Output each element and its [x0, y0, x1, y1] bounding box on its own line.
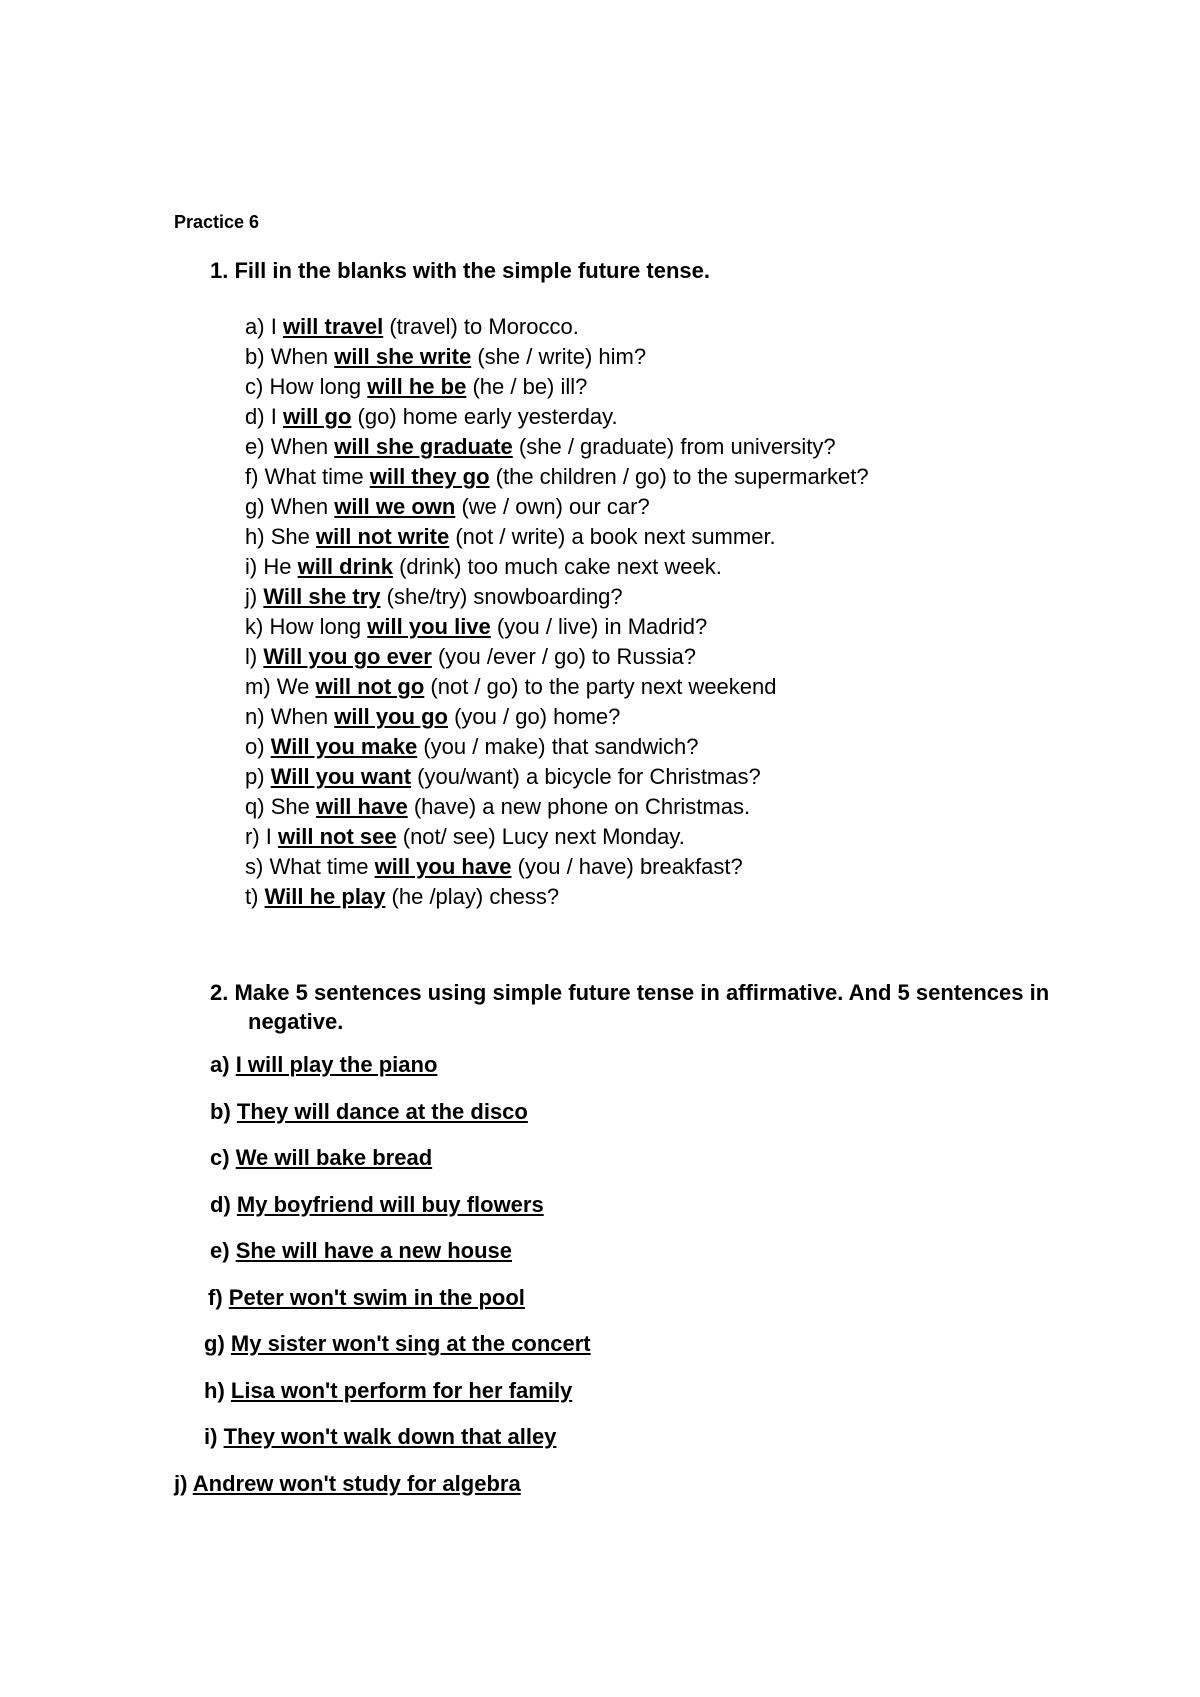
sentence-item	[204, 1331, 591, 1357]
item-suffix: (you / make) that sandwich?	[423, 734, 699, 759]
item-letter: o)	[245, 734, 265, 759]
exercise-item	[245, 494, 869, 524]
sentence-item	[204, 1378, 572, 1404]
item-letter: h)	[245, 524, 265, 549]
exercise-item	[245, 554, 869, 584]
item-letter: l)	[245, 644, 258, 669]
exercise-item	[245, 614, 869, 644]
exercise-item	[245, 524, 869, 554]
item-prefix: When	[270, 704, 329, 729]
sentence-letter: h)	[204, 1377, 225, 1403]
item-prefix: What time	[269, 854, 369, 879]
exercise-item	[245, 344, 869, 374]
item-answer: will you have	[374, 854, 512, 879]
item-suffix: (you / live) in Madrid?	[496, 614, 708, 639]
item-prefix: I	[270, 314, 277, 339]
sentence-text: They will dance at the disco	[236, 1098, 528, 1124]
sentence-letter: c)	[210, 1145, 230, 1170]
sentence-text: Andrew won't study for algebra	[192, 1470, 521, 1496]
exercise-item	[245, 644, 869, 674]
item-answer: will go	[282, 404, 352, 429]
item-suffix: (you /ever / go) to Russia?	[437, 644, 696, 669]
section2-heading: 2. Make 5 sentences using simple future tense in affirmative. And 5 sentences in negative.	[210, 980, 1050, 1034]
sentence-letter: a)	[210, 1052, 230, 1077]
item-letter: j)	[245, 584, 258, 609]
item-prefix: How long	[269, 374, 362, 399]
item-letter: k)	[245, 614, 264, 639]
exercise-item	[245, 314, 869, 344]
item-suffix: (we / own) our car?	[461, 494, 650, 519]
exercise-item	[245, 884, 869, 914]
item-suffix: (travel) to Morocco.	[389, 314, 579, 339]
item-answer: will travel	[282, 314, 384, 339]
item-letter: m)	[245, 674, 271, 699]
sentence-item	[210, 1238, 512, 1264]
item-suffix: (the children / go) to the supermarket?	[495, 464, 869, 489]
item-prefix: I	[270, 404, 277, 429]
item-prefix: She	[270, 524, 310, 549]
item-answer: will she graduate	[334, 434, 513, 459]
item-letter: r)	[245, 824, 260, 849]
item-letter: d)	[245, 404, 265, 429]
item-answer: will we own	[334, 494, 456, 519]
exercise-item	[245, 434, 869, 464]
section1-heading: 1. Fill in the blanks with the simple future tense.	[210, 258, 710, 283]
exercise-item	[245, 464, 869, 494]
item-letter: a)	[245, 314, 265, 339]
item-prefix: When	[270, 434, 329, 459]
item-suffix: (he / be) ill?	[472, 374, 588, 399]
item-answer: Will you want	[270, 764, 412, 789]
item-suffix: (she / graduate) from university?	[518, 434, 836, 459]
sentence-letter: i)	[204, 1424, 218, 1449]
item-suffix: (not/ see) Lucy next Monday.	[402, 824, 685, 849]
item-answer: will he be	[367, 374, 467, 399]
item-prefix: How long	[269, 614, 362, 639]
item-answer: Will you go ever	[263, 644, 432, 669]
item-letter: s)	[245, 854, 264, 879]
sentence-item	[210, 1052, 437, 1078]
sentence-text: Lisa won't perform for her family	[230, 1377, 573, 1403]
sentence-text: My boyfriend will buy flowers	[236, 1191, 544, 1217]
item-suffix: (drink) too much cake next week.	[399, 554, 722, 579]
item-letter: g)	[245, 494, 265, 519]
item-suffix: (she / write) him?	[477, 344, 647, 369]
item-answer: Will he play	[264, 884, 386, 909]
item-suffix: (not / go) to the party next weekend	[430, 674, 777, 699]
item-letter: i)	[245, 554, 258, 579]
item-suffix: (he /play) chess?	[391, 884, 560, 909]
item-prefix: When	[270, 344, 329, 369]
item-answer: will not go	[315, 674, 425, 699]
item-prefix: She	[270, 794, 310, 819]
sentence-letter: e)	[210, 1238, 230, 1263]
exercise-item	[245, 404, 869, 434]
item-answer: Will you make	[270, 734, 418, 759]
exercise-item	[245, 734, 869, 764]
sentence-item	[174, 1471, 521, 1497]
fill-in-list	[245, 314, 869, 914]
item-answer: Will she try	[263, 584, 381, 609]
sentence-item	[204, 1424, 556, 1450]
sentence-item	[210, 1145, 432, 1171]
sentence-letter: b)	[210, 1098, 231, 1124]
sentence-text: She will have a new house	[235, 1238, 512, 1263]
exercise-item	[245, 674, 869, 704]
item-answer: will have	[315, 794, 408, 819]
sentence-letter: j)	[174, 1470, 188, 1496]
item-answer: will you live	[367, 614, 491, 639]
item-letter: c)	[245, 374, 264, 399]
exercise-item	[245, 374, 869, 404]
item-prefix: I	[265, 824, 272, 849]
item-suffix: (you / go) home?	[454, 704, 621, 729]
exercise-item	[245, 794, 869, 824]
item-letter: t)	[245, 884, 259, 909]
item-suffix: (have) a new phone on Christmas.	[413, 794, 751, 819]
item-answer: will they go	[369, 464, 490, 489]
item-letter: n)	[245, 704, 265, 729]
item-prefix: We	[276, 674, 310, 699]
sentence-letter: g)	[204, 1331, 225, 1356]
item-answer: will you go	[334, 704, 448, 729]
sentence-text: Peter won't swim in the pool	[228, 1284, 525, 1310]
item-suffix: (you / have) breakfast?	[517, 854, 743, 879]
exercise-item	[245, 824, 869, 854]
item-answer: will not write	[315, 524, 450, 549]
sentence-text: They won't walk down that alley	[223, 1424, 557, 1449]
exercise-item	[245, 704, 869, 734]
item-prefix: He	[263, 554, 292, 579]
item-answer: will drink	[297, 554, 393, 579]
item-letter: b)	[245, 344, 265, 369]
item-prefix: What time	[264, 464, 364, 489]
item-answer: will not see	[278, 824, 397, 849]
sentence-item	[208, 1285, 525, 1311]
exercise-item	[245, 854, 869, 884]
sentence-item	[210, 1099, 528, 1125]
exercise-item	[245, 584, 869, 614]
item-letter: q)	[245, 794, 265, 819]
item-letter: f)	[245, 464, 259, 489]
item-letter: p)	[245, 764, 265, 789]
sentence-text: I will play the piano	[235, 1052, 438, 1077]
item-suffix: (go) home early yesterday.	[357, 404, 618, 429]
sentence-text: My sister won't sing at the concert	[230, 1331, 591, 1356]
page-title: Practice 6	[174, 212, 260, 232]
sentence-text: We will bake bread	[235, 1145, 433, 1170]
item-suffix: (not / write) a book next summer.	[455, 524, 776, 549]
sentence-letter: d)	[210, 1191, 231, 1217]
item-letter: e)	[245, 434, 265, 459]
item-suffix: (she/try) snowboarding?	[386, 584, 623, 609]
exercise-item	[245, 764, 869, 794]
item-prefix: When	[270, 494, 329, 519]
sentence-letter: f)	[208, 1284, 223, 1310]
item-suffix: (you/want) a bicycle for Christmas?	[417, 764, 761, 789]
sentence-item	[210, 1192, 544, 1218]
item-answer: will she write	[334, 344, 472, 369]
